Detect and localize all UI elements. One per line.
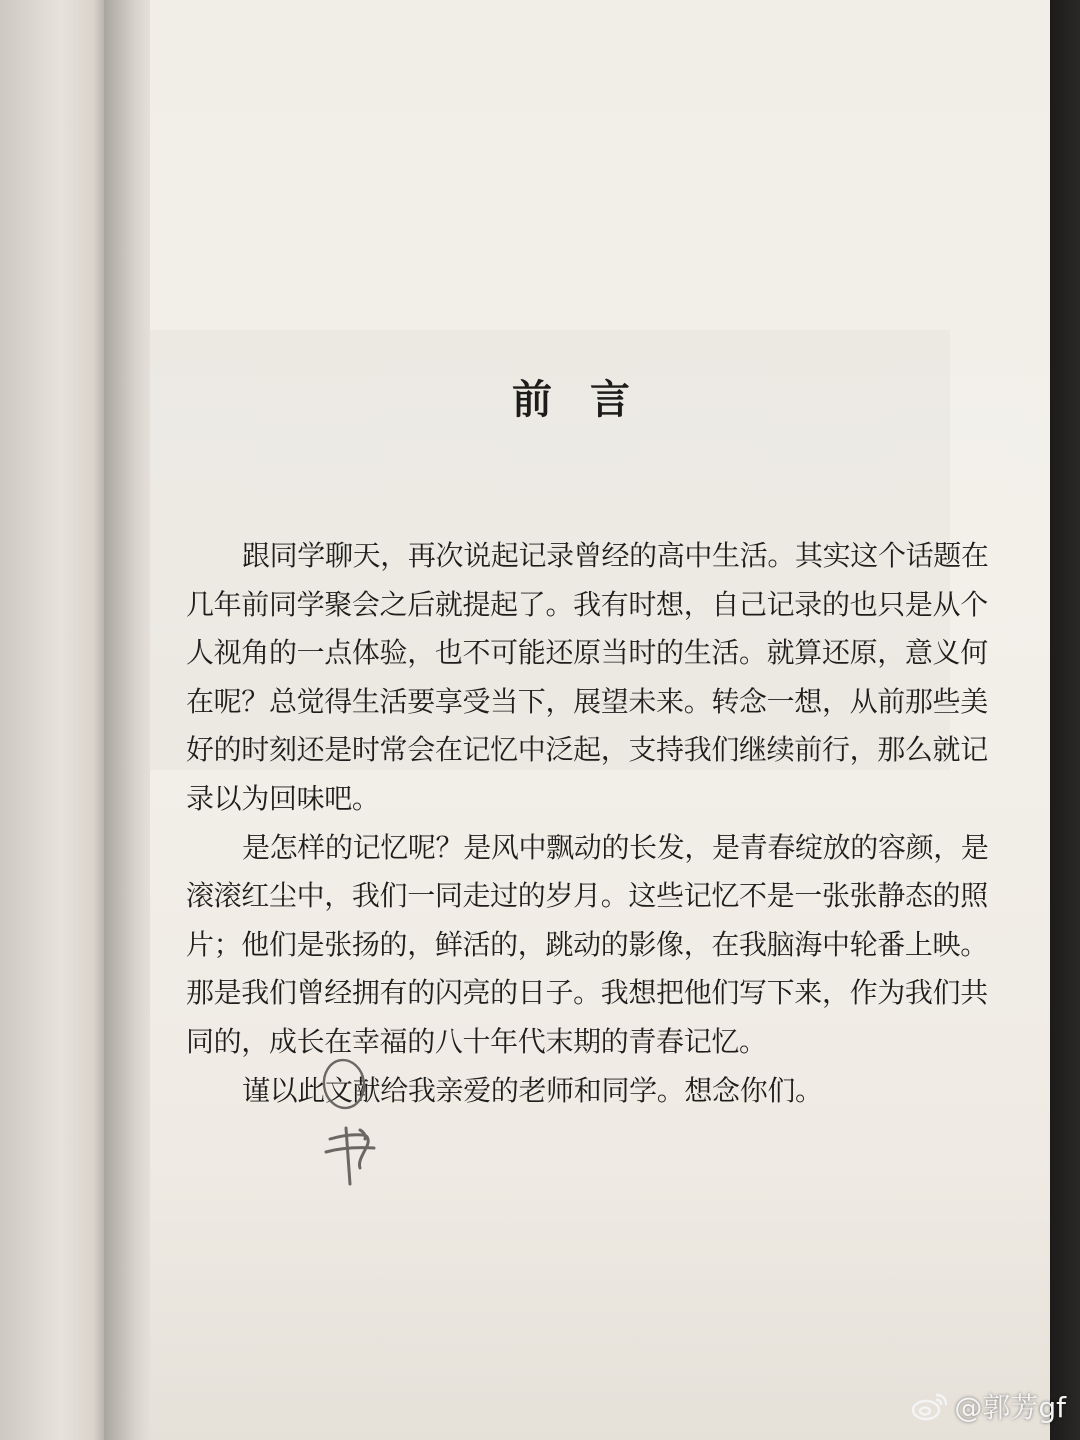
text-line: 人视角的一点体验，也不可能还原当时的生活。就算还原，意义何 [186,636,988,670]
handwritten-character-shu [326,1128,374,1184]
preface-body [186,532,996,1115]
text-line: 是怎样的记忆呢？是风中飘动的长发，是青春绽放的容颜，是 [242,830,989,864]
text-line: 滚滚红尘中，我们一同走过的岁月。这些记忆不是一张张静态的照 [186,879,988,913]
text-line: 同的，成长在幸福的八十年代末期的青春记忆。 [186,1024,767,1058]
paragraph-1 [186,532,996,824]
text-line: 几年前同学聚会之后就提起了。我有时想，自己记录的也只是从个 [186,587,988,621]
text-line: 录以为回味吧。 [186,781,380,815]
weibo-watermark [910,1386,1066,1426]
page-title: 前言 [512,377,668,423]
text-line: 好的时刻还是时常会在记忆中泛起，支持我们继续前行，那么就记 [186,733,988,767]
pencil-circle [321,1057,367,1110]
paragraph-2 [186,824,996,1067]
text-line: 谨以此文献给我亲爱的老师和同学。想念你们。 [242,1073,823,1107]
handwritten-annotation [300,1044,400,1194]
text-line: 跟同学聊天，再次说起记录曾经的高中生活。其实这个话题在 [242,539,989,572]
page-edge-shadow [1050,0,1080,1440]
text-line: 在呢？总觉得生活要享受当下，展望未来。转念一想，从前那些美 [186,684,988,718]
watermark-handle: @郭芳gf [954,1391,1066,1424]
text-line: 片；他们是张扬的，鲜活的，跳动的影像，在我脑海中轮番上映。 [186,927,988,961]
text-line: 那是我们曾经拥有的闪亮的日子。我想把他们写下来，作为我们共 [186,976,988,1010]
left-page [0,0,110,1440]
weibo-logo-icon [910,1390,950,1422]
